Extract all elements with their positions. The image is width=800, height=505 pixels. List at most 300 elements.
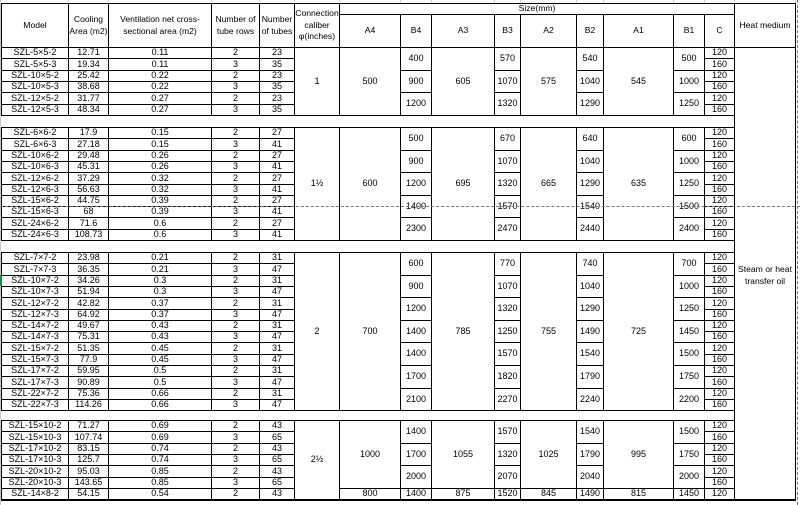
number-of-tubes-cell[interactable]: 47 (259, 331, 295, 343)
cooling-area-cell[interactable]: 75.36 (68, 388, 109, 400)
model-cell[interactable]: SZL-24×6-3 (1, 229, 69, 241)
model-cell[interactable]: SZL-17×10-2 (1, 443, 69, 455)
model-cell[interactable]: SZL-6×6-2 (1, 127, 69, 139)
model-cell[interactable]: SZL-15×7-3 (1, 354, 69, 366)
cooling-area-cell[interactable]: 44.75 (68, 195, 109, 207)
ventilation-area-cell[interactable]: 0.22 (108, 70, 212, 82)
cooling-area-cell[interactable]: 114.26 (68, 399, 109, 411)
tube-rows-cell[interactable]: 2 (211, 320, 260, 332)
b2-cell[interactable]: 1540 (576, 195, 604, 218)
b3-cell[interactable]: 1070 (494, 150, 521, 173)
cooling-area-cell[interactable]: 27.18 (68, 138, 109, 151)
ventilation-area-cell[interactable]: 0.3 (108, 286, 212, 298)
b4-cell[interactable]: 1400 (400, 488, 432, 500)
tube-rows-cell[interactable]: 2 (211, 465, 260, 478)
tube-rows-cell[interactable]: 2 (211, 342, 260, 355)
model-cell[interactable]: SZL-10×6-2 (1, 150, 69, 162)
ventilation-area-cell[interactable]: 0.32 (108, 172, 212, 185)
c-cell[interactable]: 120 (704, 172, 735, 185)
connection-caliber-cell[interactable]: 1½ (294, 127, 340, 241)
c-cell[interactable]: 120 (704, 443, 735, 455)
number-of-tubes-cell[interactable]: 23 (259, 70, 295, 82)
ventilation-area-cell[interactable]: 0.85 (108, 477, 212, 489)
b3-cell[interactable]: 570 (494, 47, 521, 71)
tube-rows-cell[interactable]: 3 (211, 229, 260, 241)
cooling-area-cell[interactable]: 95.03 (68, 465, 109, 478)
header-size-b4[interactable]: B4 (400, 14, 432, 48)
a2-cell[interactable]: 575 (520, 47, 577, 116)
connection-caliber-cell[interactable]: 2 (294, 252, 340, 411)
number-of-tubes-cell[interactable]: 41 (259, 229, 295, 241)
ventilation-area-cell[interactable]: 0.26 (108, 150, 212, 162)
number-of-tubes-cell[interactable]: 41 (259, 206, 295, 218)
b3-cell[interactable]: 1320 (494, 172, 521, 196)
b2-cell[interactable]: 1490 (576, 488, 604, 500)
model-cell[interactable]: SZL-10×6-3 (1, 161, 69, 173)
header-number-of-tubes[interactable]: Number of tubes (259, 3, 295, 48)
header-size-b2[interactable]: B2 (576, 14, 604, 48)
b4-cell[interactable]: 1200 (400, 92, 432, 116)
model-cell[interactable]: SZL-10×5-3 (1, 81, 69, 93)
c-cell[interactable]: 160 (704, 81, 735, 93)
c-cell[interactable]: 120 (704, 320, 735, 332)
c-cell[interactable]: 120 (704, 47, 735, 59)
c-cell[interactable]: 120 (704, 70, 735, 82)
ventilation-area-cell[interactable]: 0.21 (108, 263, 212, 276)
b1-cell[interactable]: 600 (673, 127, 705, 151)
cooling-area-cell[interactable]: 19.34 (68, 58, 109, 71)
tube-rows-cell[interactable]: 2 (211, 365, 260, 377)
c-cell[interactable]: 160 (704, 104, 735, 116)
model-cell[interactable]: SZL-14×7-2 (1, 320, 69, 332)
c-cell[interactable]: 160 (704, 431, 735, 444)
a3-cell[interactable]: 1055 (431, 420, 495, 489)
cooling-area-cell[interactable]: 29.48 (68, 150, 109, 162)
number-of-tubes-cell[interactable]: 27 (259, 127, 295, 139)
model-cell[interactable]: SZL-20×10-2 (1, 465, 69, 478)
tube-rows-cell[interactable]: 2 (211, 195, 260, 207)
b3-cell[interactable]: 1070 (494, 275, 521, 298)
model-cell[interactable]: SZL-15×10-2 (1, 420, 69, 432)
b3-cell[interactable]: 1520 (494, 488, 521, 500)
a1-cell[interactable]: 815 (603, 488, 674, 500)
tube-rows-cell[interactable]: 3 (211, 331, 260, 343)
b1-cell[interactable]: 2200 (673, 388, 705, 411)
c-cell[interactable]: 120 (704, 488, 735, 500)
ventilation-area-cell[interactable]: 0.45 (108, 354, 212, 366)
ventilation-area-cell[interactable]: 0.11 (108, 58, 212, 71)
b2-cell[interactable]: 1790 (576, 365, 604, 389)
b3-cell[interactable]: 1570 (494, 420, 521, 444)
b2-cell[interactable]: 1490 (576, 320, 604, 343)
cooling-area-cell[interactable]: 51.94 (68, 286, 109, 298)
cooling-area-cell[interactable]: 125.7 (68, 454, 109, 466)
c-cell[interactable]: 120 (704, 92, 735, 105)
b4-cell[interactable]: 1700 (400, 365, 432, 389)
tube-rows-cell[interactable]: 3 (211, 206, 260, 218)
a2-cell[interactable]: 665 (520, 127, 577, 241)
header-size-a4[interactable]: A4 (339, 14, 401, 48)
model-cell[interactable]: SZL-5×5-2 (1, 47, 69, 59)
heat-medium-cell[interactable]: Steam or heat transfer oil (734, 47, 796, 500)
number-of-tubes-cell[interactable]: 23 (259, 47, 295, 59)
c-cell[interactable]: 120 (704, 365, 735, 377)
b2-cell[interactable]: 1540 (576, 342, 604, 366)
cooling-area-cell[interactable]: 38.68 (68, 81, 109, 93)
tube-rows-cell[interactable]: 2 (211, 217, 260, 230)
ventilation-area-cell[interactable]: 0.15 (108, 127, 212, 139)
c-cell[interactable]: 120 (704, 195, 735, 207)
number-of-tubes-cell[interactable]: 47 (259, 286, 295, 298)
tube-rows-cell[interactable]: 3 (211, 309, 260, 321)
number-of-tubes-cell[interactable]: 43 (259, 443, 295, 455)
model-cell[interactable]: SZL-15×6-2 (1, 195, 69, 207)
ventilation-area-cell[interactable]: 0.69 (108, 431, 212, 444)
c-cell[interactable]: 120 (704, 217, 735, 230)
c-cell[interactable]: 160 (704, 309, 735, 321)
cooling-area-cell[interactable]: 77.9 (68, 354, 109, 366)
number-of-tubes-cell[interactable]: 47 (259, 376, 295, 389)
ventilation-area-cell[interactable]: 0.69 (108, 420, 212, 432)
model-cell[interactable]: SZL-10×5-2 (1, 70, 69, 82)
c-cell[interactable]: 120 (704, 465, 735, 478)
a4-cell[interactable]: 800 (339, 488, 401, 500)
c-cell[interactable]: 160 (704, 354, 735, 366)
number-of-tubes-cell[interactable]: 31 (259, 365, 295, 377)
b3-cell[interactable]: 1320 (494, 92, 521, 116)
b3-cell[interactable]: 1320 (494, 443, 521, 466)
ventilation-area-cell[interactable]: 0.66 (108, 399, 212, 411)
cooling-area-cell[interactable]: 17.9 (68, 127, 109, 139)
b1-cell[interactable]: 1000 (673, 150, 705, 173)
b4-cell[interactable]: 1400 (400, 342, 432, 366)
c-cell[interactable]: 160 (704, 399, 735, 411)
b2-cell[interactable]: 740 (576, 252, 604, 276)
number-of-tubes-cell[interactable]: 41 (259, 138, 295, 151)
number-of-tubes-cell[interactable]: 35 (259, 58, 295, 71)
a1-cell[interactable]: 725 (603, 252, 674, 411)
header-heat-medium[interactable]: Heat medium (734, 3, 796, 48)
model-cell[interactable]: SZL-15×7-2 (1, 342, 69, 355)
number-of-tubes-cell[interactable]: 65 (259, 431, 295, 444)
b1-cell[interactable]: 1500 (673, 195, 705, 218)
number-of-tubes-cell[interactable]: 35 (259, 104, 295, 116)
b1-cell[interactable]: 1000 (673, 275, 705, 298)
cooling-area-cell[interactable]: 64.92 (68, 309, 109, 321)
b4-cell[interactable]: 1200 (400, 297, 432, 321)
tube-rows-cell[interactable]: 3 (211, 477, 260, 489)
number-of-tubes-cell[interactable]: 31 (259, 275, 295, 287)
c-cell[interactable]: 120 (704, 252, 735, 264)
header-size-c[interactable]: C (704, 14, 735, 48)
b4-cell[interactable]: 2100 (400, 388, 432, 411)
tube-rows-cell[interactable]: 2 (211, 420, 260, 432)
ventilation-area-cell[interactable]: 0.54 (108, 488, 212, 500)
number-of-tubes-cell[interactable]: 47 (259, 399, 295, 411)
b3-cell[interactable]: 1320 (494, 297, 521, 321)
c-cell[interactable]: 160 (704, 477, 735, 489)
cooling-area-cell[interactable]: 12.71 (68, 47, 109, 59)
ventilation-area-cell[interactable]: 0.37 (108, 309, 212, 321)
b1-cell[interactable]: 2000 (673, 465, 705, 489)
cooling-area-cell[interactable]: 56.63 (68, 184, 109, 196)
b4-cell[interactable]: 900 (400, 70, 432, 93)
a3-cell[interactable]: 875 (431, 488, 495, 500)
b4-cell[interactable]: 900 (400, 150, 432, 173)
ventilation-area-cell[interactable]: 0.74 (108, 443, 212, 455)
b4-cell[interactable]: 1700 (400, 443, 432, 466)
header-connection-caliber[interactable]: Connection caliber φ(inches) (294, 3, 340, 48)
a1-cell[interactable]: 995 (603, 420, 674, 489)
number-of-tubes-cell[interactable]: 31 (259, 297, 295, 310)
cooling-area-cell[interactable]: 75.31 (68, 331, 109, 343)
number-of-tubes-cell[interactable]: 23 (259, 92, 295, 105)
a2-cell[interactable]: 845 (520, 488, 577, 500)
number-of-tubes-cell[interactable]: 41 (259, 184, 295, 196)
model-cell[interactable]: SZL-24×6-2 (1, 217, 69, 230)
b1-cell[interactable]: 1500 (673, 342, 705, 366)
header-tube-rows[interactable]: Number of tube rows (211, 3, 260, 48)
number-of-tubes-cell[interactable]: 43 (259, 420, 295, 432)
cooling-area-cell[interactable]: 45.31 (68, 161, 109, 173)
b3-cell[interactable]: 670 (494, 127, 521, 151)
b2-cell[interactable]: 1290 (576, 172, 604, 196)
b3-cell[interactable]: 2070 (494, 465, 521, 489)
model-cell[interactable]: SZL-10×7-2 (1, 275, 69, 287)
number-of-tubes-cell[interactable]: 27 (259, 172, 295, 185)
model-cell[interactable]: SZL-12×5-2 (1, 92, 69, 105)
ventilation-area-cell[interactable]: 0.27 (108, 104, 212, 116)
b2-cell[interactable]: 2240 (576, 388, 604, 411)
tube-rows-cell[interactable]: 3 (211, 81, 260, 93)
number-of-tubes-cell[interactable]: 35 (259, 81, 295, 93)
b4-cell[interactable]: 1400 (400, 420, 432, 444)
ventilation-area-cell[interactable]: 0.39 (108, 195, 212, 207)
b4-cell[interactable]: 2000 (400, 465, 432, 489)
cooling-area-cell[interactable]: 107.74 (68, 431, 109, 444)
header-model[interactable]: Model (1, 3, 69, 48)
number-of-tubes-cell[interactable]: 43 (259, 465, 295, 478)
c-cell[interactable]: 160 (704, 376, 735, 389)
cooling-area-cell[interactable]: 108.73 (68, 229, 109, 241)
b4-cell[interactable]: 1400 (400, 320, 432, 343)
b1-cell[interactable]: 1250 (673, 92, 705, 116)
ventilation-area-cell[interactable]: 0.15 (108, 138, 212, 151)
tube-rows-cell[interactable]: 2 (211, 443, 260, 455)
ventilation-area-cell[interactable]: 0.11 (108, 47, 212, 59)
c-cell[interactable]: 160 (704, 286, 735, 298)
ventilation-area-cell[interactable]: 0.26 (108, 161, 212, 173)
tube-rows-cell[interactable]: 2 (211, 297, 260, 310)
c-cell[interactable]: 120 (704, 275, 735, 287)
a3-cell[interactable]: 605 (431, 47, 495, 116)
b2-cell[interactable]: 1040 (576, 70, 604, 93)
ventilation-area-cell[interactable]: 0.6 (108, 229, 212, 241)
c-cell[interactable]: 160 (704, 263, 735, 276)
tube-rows-cell[interactable]: 2 (211, 127, 260, 139)
number-of-tubes-cell[interactable]: 47 (259, 309, 295, 321)
ventilation-area-cell[interactable]: 0.3 (108, 275, 212, 287)
number-of-tubes-cell[interactable]: 43 (259, 488, 295, 500)
model-cell[interactable]: SZL-12×7-3 (1, 309, 69, 321)
number-of-tubes-cell[interactable]: 65 (259, 477, 295, 489)
ventilation-area-cell[interactable]: 0.66 (108, 388, 212, 400)
b4-cell[interactable]: 400 (400, 47, 432, 71)
b1-cell[interactable]: 1750 (673, 365, 705, 389)
cooling-area-cell[interactable]: 71.6 (68, 217, 109, 230)
cooling-area-cell[interactable]: 68 (68, 206, 109, 218)
b3-cell[interactable]: 1820 (494, 365, 521, 389)
tube-rows-cell[interactable]: 3 (211, 138, 260, 151)
ventilation-area-cell[interactable]: 0.43 (108, 320, 212, 332)
c-cell[interactable]: 120 (704, 342, 735, 355)
cooling-area-cell[interactable]: 49.67 (68, 320, 109, 332)
number-of-tubes-cell[interactable]: 47 (259, 263, 295, 276)
cooling-area-cell[interactable]: 37.29 (68, 172, 109, 185)
c-cell[interactable]: 120 (704, 420, 735, 432)
cooling-area-cell[interactable]: 25.42 (68, 70, 109, 82)
cooling-area-cell[interactable]: 71.27 (68, 420, 109, 432)
header-ventilation-area[interactable]: Ventilation net cross-sectional area (m2) (108, 3, 212, 48)
model-cell[interactable]: SZL-10×7-3 (1, 286, 69, 298)
model-cell[interactable]: SZL-17×7-2 (1, 365, 69, 377)
b1-cell[interactable]: 500 (673, 47, 705, 71)
c-cell[interactable]: 120 (704, 297, 735, 310)
model-cell[interactable]: SZL-22×7-3 (1, 399, 69, 411)
b1-cell[interactable]: 1450 (673, 320, 705, 343)
b3-cell[interactable]: 2470 (494, 217, 521, 241)
number-of-tubes-cell[interactable]: 31 (259, 252, 295, 264)
cooling-area-cell[interactable]: 51.35 (68, 342, 109, 355)
model-cell[interactable]: SZL-12×6-3 (1, 184, 69, 196)
model-cell[interactable]: SZL-6×6-3 (1, 138, 69, 151)
number-of-tubes-cell[interactable]: 31 (259, 388, 295, 400)
tube-rows-cell[interactable]: 2 (211, 488, 260, 500)
header-cooling-area[interactable]: Cooling Area (m2) (68, 3, 109, 48)
number-of-tubes-cell[interactable]: 27 (259, 195, 295, 207)
a4-cell[interactable]: 1000 (339, 420, 401, 489)
c-cell[interactable]: 160 (704, 229, 735, 241)
model-cell[interactable]: SZL-7×7-2 (1, 252, 69, 264)
ventilation-area-cell[interactable]: 0.5 (108, 365, 212, 377)
header-size-b1[interactable]: B1 (673, 14, 705, 48)
b3-cell[interactable]: 770 (494, 252, 521, 276)
header-size-a1[interactable]: A1 (603, 14, 674, 48)
number-of-tubes-cell[interactable]: 47 (259, 354, 295, 366)
c-cell[interactable]: 160 (704, 161, 735, 173)
ventilation-area-cell[interactable]: 0.74 (108, 454, 212, 466)
b2-cell[interactable]: 2440 (576, 217, 604, 241)
b4-cell[interactable]: 900 (400, 275, 432, 298)
model-cell[interactable]: SZL-17×10-3 (1, 454, 69, 466)
tube-rows-cell[interactable]: 3 (211, 184, 260, 196)
b1-cell[interactable]: 1250 (673, 172, 705, 196)
c-cell[interactable]: 120 (704, 150, 735, 162)
number-of-tubes-cell[interactable]: 65 (259, 454, 295, 466)
tube-rows-cell[interactable]: 3 (211, 431, 260, 444)
ventilation-area-cell[interactable]: 0.6 (108, 217, 212, 230)
tube-rows-cell[interactable]: 2 (211, 150, 260, 162)
cooling-area-cell[interactable]: 34.26 (68, 275, 109, 287)
model-cell[interactable]: SZL-12×5-3 (1, 104, 69, 116)
cooling-area-cell[interactable]: 36.35 (68, 263, 109, 276)
b4-cell[interactable]: 2300 (400, 217, 432, 241)
cooling-area-cell[interactable]: 90.89 (68, 376, 109, 389)
tube-rows-cell[interactable]: 3 (211, 58, 260, 71)
c-cell[interactable]: 160 (704, 138, 735, 151)
b2-cell[interactable]: 1040 (576, 275, 604, 298)
tube-rows-cell[interactable]: 3 (211, 263, 260, 276)
b1-cell[interactable]: 1250 (673, 297, 705, 321)
model-cell[interactable]: SZL-17×7-3 (1, 376, 69, 389)
cooling-area-cell[interactable]: 23.98 (68, 252, 109, 264)
cooling-area-cell[interactable]: 48.34 (68, 104, 109, 116)
b2-cell[interactable]: 1290 (576, 297, 604, 321)
b3-cell[interactable]: 2270 (494, 388, 521, 411)
tube-rows-cell[interactable]: 3 (211, 354, 260, 366)
b1-cell[interactable]: 1500 (673, 420, 705, 444)
header-size-a3[interactable]: A3 (431, 14, 495, 48)
header-size-a2[interactable]: A2 (520, 14, 577, 48)
tube-rows-cell[interactable]: 2 (211, 47, 260, 59)
b3-cell[interactable]: 1570 (494, 342, 521, 366)
number-of-tubes-cell[interactable]: 27 (259, 150, 295, 162)
model-cell[interactable]: SZL-7×7-3 (1, 263, 69, 276)
b3-cell[interactable]: 1570 (494, 195, 521, 218)
ventilation-area-cell[interactable]: 0.32 (108, 184, 212, 196)
cooling-area-cell[interactable]: 31.77 (68, 92, 109, 105)
connection-caliber-cell[interactable]: 1 (294, 47, 340, 116)
c-cell[interactable]: 160 (704, 454, 735, 466)
ventilation-area-cell[interactable]: 0.39 (108, 206, 212, 218)
c-cell[interactable]: 160 (704, 331, 735, 343)
connection-caliber-cell[interactable]: 2½ (294, 420, 340, 500)
tube-rows-cell[interactable]: 3 (211, 104, 260, 116)
model-cell[interactable]: SZL-22×7-2 (1, 388, 69, 400)
cooling-area-cell[interactable]: 83.15 (68, 443, 109, 455)
b4-cell[interactable]: 1200 (400, 172, 432, 196)
number-of-tubes-cell[interactable]: 41 (259, 161, 295, 173)
c-cell[interactable]: 120 (704, 388, 735, 400)
cooling-area-cell[interactable]: 143.65 (68, 477, 109, 489)
tube-rows-cell[interactable]: 2 (211, 252, 260, 264)
header-size-group[interactable]: Size(mm) (339, 3, 735, 15)
cooling-area-cell[interactable]: 59.95 (68, 365, 109, 377)
a1-cell[interactable]: 635 (603, 127, 674, 241)
a1-cell[interactable]: 545 (603, 47, 674, 116)
a4-cell[interactable]: 600 (339, 127, 401, 241)
model-cell[interactable]: SZL-12×7-2 (1, 297, 69, 310)
b2-cell[interactable]: 1290 (576, 92, 604, 116)
model-cell[interactable]: SZL-15×10-3 (1, 431, 69, 444)
ventilation-area-cell[interactable]: 0.43 (108, 331, 212, 343)
a3-cell[interactable]: 785 (431, 252, 495, 411)
a3-cell[interactable]: 695 (431, 127, 495, 241)
ventilation-area-cell[interactable]: 0.85 (108, 465, 212, 478)
a4-cell[interactable]: 700 (339, 252, 401, 411)
model-cell[interactable]: SZL-14×7-3 (1, 331, 69, 343)
number-of-tubes-cell[interactable]: 27 (259, 217, 295, 230)
b4-cell[interactable]: 600 (400, 252, 432, 276)
model-cell[interactable]: SZL-5×5-3 (1, 58, 69, 71)
model-cell[interactable]: SZL-12×6-2 (1, 172, 69, 185)
b1-cell[interactable]: 2400 (673, 217, 705, 241)
number-of-tubes-cell[interactable]: 31 (259, 342, 295, 355)
tube-rows-cell[interactable]: 2 (211, 275, 260, 287)
header-size-b3[interactable]: B3 (494, 14, 521, 48)
cooling-area-cell[interactable]: 42.82 (68, 297, 109, 310)
a2-cell[interactable]: 755 (520, 252, 577, 411)
